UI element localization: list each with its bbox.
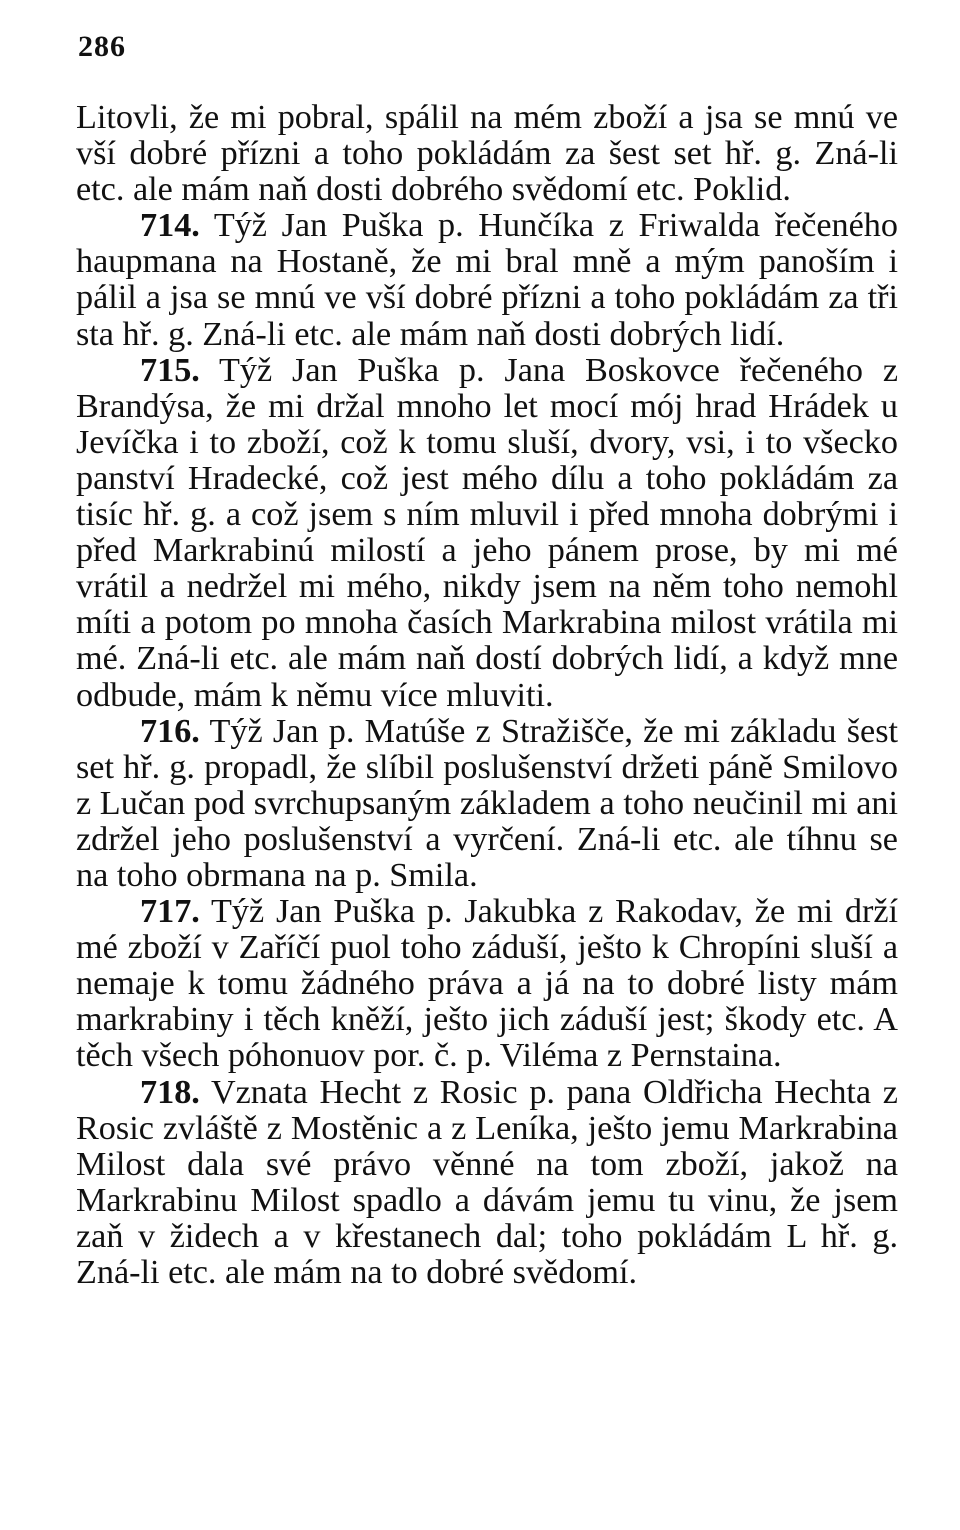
paragraph-continuation: [76, 100, 898, 208]
entry-number: 716.: [140, 712, 200, 750]
entry-text: Týž Jan Puška p. Jana Boskovce řečeného z Brandýsa, že mi držal mnoho let mocí mój hrad Hrádek u Jevíčka i to zboží, což k tomu sluší, dvory, vsi, i to všecko panství Hradecké, což jest mého dílu a toho pokládám za tisíc hř. g. a což jsem s ním mluvil i před mnoha dobrými i před Markrabinú milostí a jeho pánem prose, by mi mé vrátil a nedržel mi mého, nikdy jsem na něm toho nemohl míti a potom po mnoha časích Markrabina milost vrátila mi mé. Zná-li etc. ale mám naň dostí dobrých lidí, a když mne odbude, mám k němu více mluviti.: [76, 351, 898, 714]
paragraph-text: Litovli, že mi pobral, spálil na mém zboží a jsa se mnú ve vší dobré přízni a toho pokládám za šest set hř. g. Zná-li etc. ale mám naň dosti dobrého svědomí etc. Poklid.: [76, 99, 898, 209]
entry-text: Týž Jan Puška p. Hunčíka z Friwalda řečeného haupmana na Hostaně, že mi bral mně a mým panoším i pálil a jsa se mnú ve vší dobré přízni a toho pokládám za tři sta hř. g. Zná-li etc. ale mám naň dosti dobrých lidí.: [76, 207, 898, 353]
entry-number: 717.: [140, 893, 200, 931]
entry-number: 715.: [140, 351, 200, 389]
entry-718: [76, 1075, 898, 1292]
body-text: [76, 100, 898, 1291]
entry-717: [76, 894, 898, 1074]
entry-number: 714.: [140, 207, 200, 245]
entry-text: Týž Jan p. Matúše z Stražišče, že mi základu šest set hř. g. propadl, že slíbil poslušenství držeti páně Smilovo z Lučan pod svrchupsaným základem a toho neučinil mi ani zdržel jeho poslušenství a vyrčení. Zná-li etc. ale tíhnu se na toho obrmana na p. Smila.: [76, 712, 898, 894]
entry-text: Vznata Hecht z Rosic p. pana Oldřicha Hechta z Rosic zvláště z Mostěnic a z Leníka, ješto jemu Markrabina Milost dala své právo věnné na tom zboží, jakož na Markrabinu Milost spadlo a dávám jemu tu vinu, že jsem zaň v židech a v křestanech dal; toho pokládám L hř. g. Zná-li etc. ale mám na to dobré svědomí.: [76, 1073, 898, 1291]
page-number: 286: [78, 30, 126, 63]
entry-714: [76, 208, 898, 352]
entry-716: [76, 714, 898, 894]
entry-715: [76, 353, 898, 714]
entry-text: Týž Jan Puška p. Jakubka z Rakodav, že mi drží mé zboží v Zaříčí puol toho záduší, ješto k Chropíni sluší a nemaje k tomu žádného práva a já na to dobré listy mám markrabiny i těch kněží, ješto jich záduší jest; škody etc. A těch všech póhonuov por. č. p. Viléma z Pernstaina.: [76, 893, 899, 1075]
entry-number: 718.: [140, 1073, 200, 1111]
